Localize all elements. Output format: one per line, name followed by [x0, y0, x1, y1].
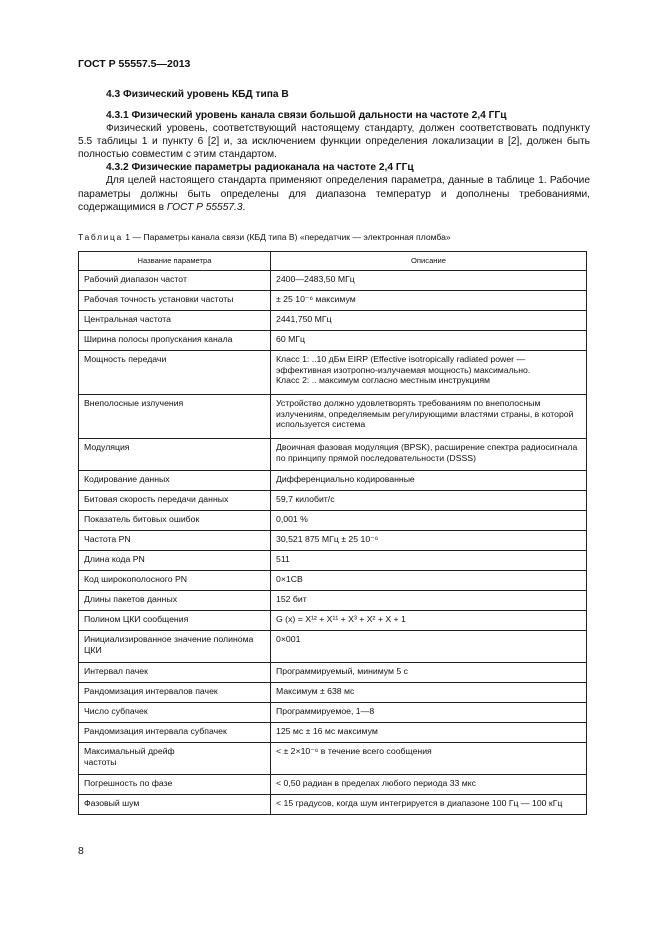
parameter-description: G (x) = X¹² + X¹¹ + X³ + X² + X + 1 [271, 611, 587, 631]
table-row [79, 663, 587, 683]
parameter-name: Модуляция [79, 439, 271, 471]
table-row [79, 571, 587, 591]
parameter-description: < ± 2×10⁻⁶ в течение всего сообщения [271, 743, 587, 775]
page-number: 8 [78, 845, 84, 857]
parameter-description: 2441,750 МГц [271, 311, 587, 331]
table-header-row [79, 252, 587, 271]
table-row [79, 395, 587, 439]
parameter-description: 0,001 % [271, 511, 587, 531]
table-caption-label: Таблица [78, 232, 123, 242]
parameter-name: Максимальный дрейф частоты [79, 743, 271, 775]
table-caption [78, 232, 451, 242]
table-header-description: Описание [271, 252, 587, 271]
table-row [79, 331, 587, 351]
parameter-description: 511 [271, 551, 587, 571]
parameter-name: Внеполосные излучения [79, 395, 271, 439]
parameter-description: 60 МГц [271, 331, 587, 351]
table-row [79, 743, 587, 775]
parameter-description: 152 бит [271, 591, 587, 611]
parameter-name: Ширина полосы пропускания канала [79, 331, 271, 351]
table-row [79, 471, 587, 491]
parameter-name: Число субпачек [79, 703, 271, 723]
section-4-3-2-body: Для целей настоящего стандарта применяют определения параметра, данные в таблице 1. Рабочие параметры должны быть определены для диапазона температур и дополнены требованиями, содержащимися в [78, 175, 590, 213]
table-row [79, 531, 587, 551]
table-row [79, 723, 587, 743]
section-4-3-2-title: 4.3.2 Физические параметры радиоканала на частоте 2,4 ГГц [106, 162, 414, 174]
table-row [79, 703, 587, 723]
parameter-name: Рандомизация интервалов пачек [79, 683, 271, 703]
section-4-3-2-text: Для целей настоящего стандарта применяют определения параметра, данные в таблице 1. Рабочие параметры должны быть определены для диапазона температур и дополнены требованиями, содержащимися в ГОСТ Р 55557.3. [78, 175, 590, 213]
parameter-name: Интервал пачек [79, 663, 271, 683]
parameter-name: Код широкополосного PN [79, 571, 271, 591]
parameter-description: < 0,50 радиан в пределах любого периода 33 мкс [271, 775, 587, 795]
section-4-3-1 [78, 109, 590, 214]
parameter-name: Показатель битовых ошибок [79, 511, 271, 531]
table-row [79, 491, 587, 511]
table-row [79, 683, 587, 703]
parameter-description: Программируемое, 1—8 [271, 703, 587, 723]
table-row [79, 551, 587, 571]
parameters-table [78, 251, 587, 815]
document-header: ГОСТ Р 55557.5—2013 [78, 58, 191, 70]
table-row [79, 439, 587, 471]
section-4-3-1-text: Физический уровень, соответствующий настоящему стандарту, должен соответствовать подпункту 5.5 таблицы 1 и пункту 6 [2] и, за исключением функции определения локализации в [2], должен быть полностью совместим с этим стандартом. [78, 123, 590, 161]
table-row [79, 351, 587, 395]
parameter-name: Длины пакетов данных [79, 591, 271, 611]
table-row [79, 511, 587, 531]
parameter-description: 0×1CB [271, 571, 587, 591]
standard-reference: ГОСТ Р 55557.3 [166, 201, 243, 213]
parameter-description: Максимум ± 638 мс [271, 683, 587, 703]
parameter-name: Полином ЦКИ сообщения [79, 611, 271, 631]
parameter-description: ± 25 10⁻⁶ максимум [271, 291, 587, 311]
table-row [79, 611, 587, 631]
parameter-description: 59,7 килобит/с [271, 491, 587, 511]
parameter-description: 0×001 [271, 631, 587, 663]
parameter-name: Битовая скорость передачи данных [79, 491, 271, 511]
table-header-name: Название параметра [79, 252, 271, 271]
parameter-description: Устройство должно удовлетворять требованиям по внеполосным излучениям, определяемым регулирующими властями страны, в которой используется система [271, 395, 587, 439]
parameter-description: Дифференциально кодированные [271, 471, 587, 491]
parameter-description: 2400—2483,50 МГц [271, 271, 587, 291]
parameter-description: Программируемый, минимум 5 с [271, 663, 587, 683]
section-4-3-1-title: 4.3.1 Физический уровень канала связи большой дальности на частоте 2,4 ГГц [106, 110, 507, 121]
table-row [79, 311, 587, 331]
parameter-name: Погрешность по фазе [79, 775, 271, 795]
parameter-name: Инициализированное значение полинома ЦКИ [79, 631, 271, 663]
parameter-description: Класс 1: ..10 дБм EIRP (Effective isotropically radiated power — эффективная изотропно-излучаемая мощность) максимально. Класс 2: .. максимум согласно местным инструкциям [271, 351, 587, 395]
section-4-3-heading: 4.3 Физический уровень КБД типа B [106, 89, 289, 100]
table-row [79, 271, 587, 291]
table-caption-text: 1 — Параметры канала связи (КБД типа B) «передатчик — электронная пломба» [125, 232, 451, 242]
parameter-name: Длина кода PN [79, 551, 271, 571]
parameter-name: Частота PN [79, 531, 271, 551]
parameter-description: 30,521 875 МГц ± 25 10⁻⁶ [271, 531, 587, 551]
parameter-description: 125 мс ± 16 мс максимум [271, 723, 587, 743]
parameter-name: Рабочий диапазон частот [79, 271, 271, 291]
parameter-name: Мощность передачи [79, 351, 271, 395]
table-row [79, 775, 587, 795]
table-row [79, 591, 587, 611]
table-row [79, 631, 587, 663]
parameter-description: < 15 градусов, когда шум интегрируется в диапазоне 100 Гц — 100 кГц [271, 795, 587, 815]
table-row [79, 795, 587, 815]
parameter-description: Двоичная фазовая модуляция (BPSK), расширение спектра радиосигнала по принципу прямой последовательности (DSSS) [271, 439, 587, 471]
parameter-name: Рандомизация интервала субпачек [79, 723, 271, 743]
parameter-name: Кодирование данных [79, 471, 271, 491]
table-row [79, 291, 587, 311]
parameter-name: Рабочая точность установки частоты [79, 291, 271, 311]
parameter-name: Фазовый шум [79, 795, 271, 815]
parameter-name: Центральная частота [79, 311, 271, 331]
